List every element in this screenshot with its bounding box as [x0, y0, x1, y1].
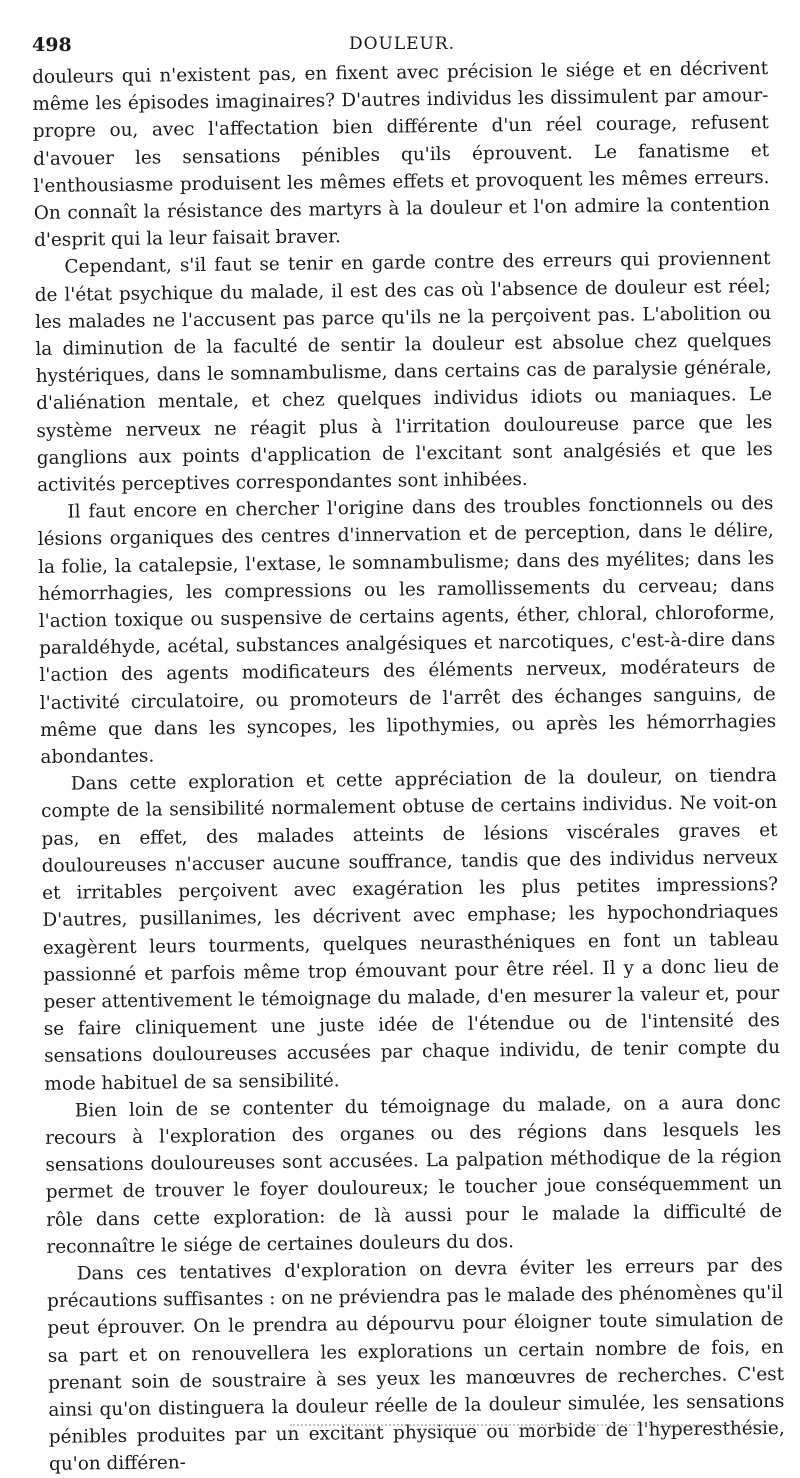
page-header: [32, 34, 772, 58]
body-text: [32, 55, 785, 1478]
paragraph: Dans cette exploration et cette appréciation de la douleur, on tiendra compte de la sensibilité normalement obtuse de certains individus. Ne voit-on pas, en effet, des malades atteints de lésions viscérales graves et douloureuses n'accuser aucune souffrance, tandis que des individus nerveux et irritables perçoivent avec exagération les plus petites impressions? D'autres, pusillanimes, les décrivent avec emphase; les hypochondriaques exagèrent leurs tourments, quelques neurasthéniques en font un tableau passionné et parfois même trop émouvant pour être réel. Il y a donc lieu de peser attentivement le témoignage du malade, d'en mesurer la valeur et, pour se faire cliniquement une juste idée de l'étendue ou de l'intensité des sensations douloureuses accusées par chaque individu, de tenir compte du mode habituel de sa sensibilité.: [41, 765, 781, 1095]
paragraph-continuation: douleurs qui n'existent pas, en fixent avec précision le siége et en décrivent même les épisodes imaginaires? D'autres individus les dissimulent par amour-propre ou, avec l'affectation bien différente d'un réel courage, refusent d'avouer les sensations pénibles qu'ils éprouvent. Le fanatisme et l'enthousiasme produisent les mêmes effets et provoquent les mêmes erreurs. On connaît la résistance des martyrs à la douleur et l'on admire la contention d'esprit qui la leur faisait braver.: [32, 58, 770, 252]
paragraph: Il faut encore en chercher l'origine dans des troubles fonctionnels ou des lésions organiques des centres d'innervation et de perception, dans le délire, la folie, la catalepsie, l'extase, le somnambulisme; dans des myélites; dans les hémorrhagies, les compressions ou les ramollissements du cerveau; dans l'action toxique ou suspensive de certains agents, éther, chloral, chloroforme, paraldéhyde, acétal, substances analgésiques et narcotiques, c'est-à-dire dans l'action des agents modificateurs des éléments nerveux, modérateurs de l'activité circulatoire, ou promoteurs de l'arrêt des échanges sanguins, de même que dans les syncopes, les lipothymies, ou après les hémorrhagies abondantes.: [37, 493, 777, 769]
paragraph: Bien loin de se contenter du témoignage du malade, on a aura donc recours à l'exploration des organes ou des régions dans lesquels les sensations douloureuses sont accusées. La palpation méthodique de la région permet de trouver le foyer douloureux; le toucher joue conséquemment un rôle dans cette exploration: de là aussi pour le malade la difficulté de reconnaître le siége de certaines douleurs du dos.: [44, 1091, 783, 1258]
paragraph: Cependant, s'il faut se tenir en garde contre des erreurs qui proviennent de l'état psychique du malade, il est des cas où l'absence de douleur est réel; les malades ne l'accusent pas parce qu'ils ne la perçoivent pas. L'abolition ou la diminution de la faculté de sentir la douleur est absolue chez quelques hystériques, dans le somnambulisme, dans certains cas de paralysie générale, d'aliénation mentale, et chez quelques individus idiots ou maniaques. Le système nerveux ne réagit plus à l'irritation douloureuse parce que les ganglions aux points d'application de l'excitant sont analgésiés et que les activités perceptives correspondantes sont inhibées.: [34, 248, 773, 497]
page-number: 498: [32, 34, 72, 56]
running-head: DOULEUR.: [348, 34, 456, 54]
paragraph: Dans ces tentatives d'exploration on devra éviter les erreurs par des précautions suffisantes : on ne préviendra pas le malade des phénomènes qu'il peut éprouver. On le prendra au dépourvu pour éloigner toute simulation de sa part et on renouvellera les explorations un certain nombre de fois, en prenant soin de soustraire à ses yeux les manœuvres de recherches. C'est ainsi qu'on distinguera la douleur réelle de la douleur simulée, les sensations pénibles produites par un excitant physique ou morbide de l'hyperesthésie, qu'on différen-: [46, 1254, 785, 1476]
faded-footer-line: [290, 1424, 770, 1426]
